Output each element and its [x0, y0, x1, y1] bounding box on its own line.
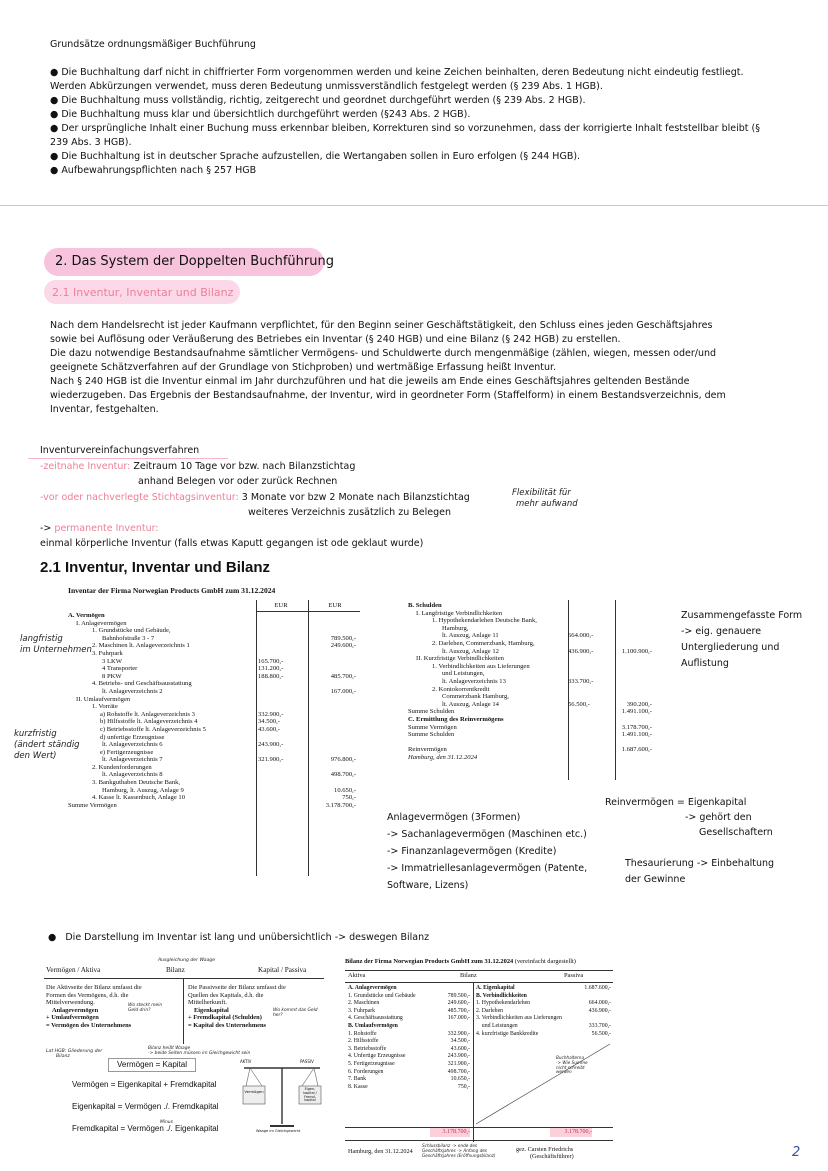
table-row — [68, 802, 358, 810]
table-row — [68, 794, 358, 802]
item-label: 2. Darlehen — [476, 1007, 504, 1014]
row-value-a: 436.900,- — [568, 647, 594, 655]
row-label: 2. Kundenforderungen — [92, 763, 152, 771]
item-label: A. Anlagevermögen — [348, 985, 397, 991]
row-label: 3 LKW — [102, 657, 122, 665]
row-label: Bahnhofstraße 3 - 7 — [102, 634, 155, 642]
section1-bullets — [50, 66, 790, 178]
item-value: 485.700,- — [447, 1007, 470, 1014]
bullet-item: Werden Abkürzungen verwendet, muss deren Bedeutung unmissverständlich festgelegt werden (§ 239 Abs. 1 HGB). — [50, 81, 603, 92]
paragraph-line: Nach § 240 HGB ist die Inventur einmal im Jahr durchzuführen und hat die jeweils am Ende eines Geschäftsjahres geltenden Bestände — [50, 376, 690, 387]
row-label: c) Betriebsstoffe lt. Anlageverzeichnis 5 — [100, 725, 206, 733]
table-row — [408, 708, 663, 716]
table-row — [68, 726, 358, 734]
row-value-b: 1.100.900,- — [621, 647, 652, 655]
paragraph-line: Die dazu notwendige Bestandsaufnahme sämtlicher Vermögens- und Schuldwerte durch mengenmäßige (zählen, wiegen, messen oder/und — [50, 348, 717, 359]
table-row — [408, 739, 663, 747]
table-row — [68, 688, 358, 696]
item-label: 4. Unfertige Erzeugnisse — [348, 1053, 406, 1060]
row-value-b: 1.491.100,- — [621, 708, 652, 716]
bilanz-place: Hamburg, den 31.12.2024 — [348, 1148, 413, 1155]
bilanz-h-bilanz: Bilanz — [460, 972, 477, 979]
item-label: 1. Grundstücke und Gebäude — [348, 992, 416, 999]
item-value: 167.000,- — [447, 1015, 470, 1022]
table-row — [68, 734, 358, 742]
bilanz-h-mid: Bilanz — [166, 966, 185, 974]
table-row — [68, 650, 358, 658]
t-account-line — [44, 978, 324, 979]
row-label: Summe Schulden — [408, 731, 455, 739]
section-divider — [0, 205, 828, 206]
item-value: 43.600,- — [450, 1045, 470, 1052]
table-row — [408, 746, 663, 754]
table-row — [68, 673, 358, 681]
row-value-a: 333.700,- — [568, 677, 594, 685]
table-row — [408, 678, 663, 686]
row-value-b: 249.600,- — [330, 642, 356, 650]
row-label: lt. Auszug, Anlage 11 — [442, 632, 499, 640]
paragraph-line: geeignete Schätzverfahren auf der Grundlage von Stichproben) und wertmäßige Erfassung heißt Inventur. — [50, 362, 557, 373]
row-label: b) Hilfsstoffe lt. Anlageverzeichnis 4 — [100, 718, 198, 726]
bullet-item: ● Die Buchhaltung darf nicht in chiffrierter Form vorgenommen werden und keine Zeichen beinhalten, deren Bedeutung nicht eindeutig festliegt. — [50, 67, 744, 78]
formula-2: Eigenkapital = Vermögen ./. Fremdkapital — [72, 1102, 219, 1111]
row-label: e) Fertigerzeugnisse — [100, 748, 154, 756]
row-label: d) unfertige Erzeugnisse — [100, 733, 165, 741]
scale-label-left: AKTIV — [240, 1059, 252, 1064]
item-label: 1. Rohstoffe — [348, 1030, 377, 1037]
row-label: 1. Hypothekendarlehen Deutsche Bank, — [432, 617, 537, 625]
bilanz-sum-aktiva: 3.178.700,- — [430, 1128, 470, 1137]
col-header-eur-2: EUR — [328, 602, 342, 609]
row-value-a: 664.000,- — [568, 632, 594, 640]
table-row — [68, 741, 358, 749]
row-value-b: 10.650,- — [334, 786, 356, 794]
bullet-item: ● Aufbewahrungspflichten nach § 257 HGB — [50, 165, 257, 176]
formula-3: Fremdkapital = Vermögen ./. Eigenkapital — [72, 1124, 219, 1133]
item-value: 750,- — [457, 1083, 470, 1090]
row-label: Hamburg, — [442, 624, 469, 632]
scale-pan-right-label: Eigen- kapital / Fremd- kapital — [303, 1087, 317, 1103]
item-value: 321.900,- — [447, 1060, 470, 1067]
row-value-a: 131.200,- — [258, 665, 284, 673]
table-row — [408, 648, 663, 656]
paragraph-line: Inventar, festgehalten. — [50, 404, 159, 415]
table-row — [68, 658, 358, 666]
table-row — [408, 754, 663, 762]
table-row — [408, 655, 663, 663]
t-account-line — [183, 978, 184, 1044]
verfahren-item-2b: weiteres Verzeichnis zusätzlich zu Belegen — [248, 507, 451, 518]
row-label: 3. Bankguthaben Deutsche Bank, — [92, 779, 181, 787]
row-label: II. Umlaufvermögen — [76, 695, 131, 703]
item-value: 332.900,- — [447, 1030, 470, 1037]
item-value: 10.650,- — [450, 1076, 470, 1083]
row-label: 1. Vorräte — [92, 703, 118, 711]
row-label: Reinvermögen — [408, 746, 447, 754]
item-value: 498.700,- — [447, 1068, 470, 1075]
item-value: 333.700,- — [588, 1022, 611, 1029]
item-label: B. Umlaufvermögen — [348, 1022, 398, 1029]
list-item — [348, 1000, 470, 1008]
row-value-a: 34.500,- — [258, 718, 280, 726]
bilanz-rule — [345, 1140, 613, 1141]
note-anlagevermoegen: Anlagevermögen (3Formen) -> Sachanlagevermögen (Maschinen etc.) -> Finanzanlagevermögen (Kredite) -> Immatriellesanlagevermögen (Patente, Software, Lizens) — [387, 812, 588, 891]
row-label: A. Vermögen — [68, 612, 105, 619]
verfahren-underline — [28, 458, 228, 459]
row-value-a: 188.800,- — [258, 672, 284, 680]
item-label: B. Verbindlichkeiten — [476, 992, 527, 999]
table-row — [68, 749, 358, 757]
table-row — [408, 716, 663, 724]
paragraph-line: Nach dem Handelsrecht ist jeder Kaufmann verpflichtet, für den Beginn seiner Geschäftstätigkeit, den Schluss eines jeden Geschäftsjahres — [50, 320, 713, 331]
table-row — [68, 620, 358, 628]
bilanz-aktiva-list — [348, 985, 470, 1091]
item-label: 3. Fuhrpark — [348, 1007, 376, 1014]
row-label: Summe Vermögen — [68, 801, 117, 809]
row-label: Hamburg, den 31.12.2024 — [408, 753, 478, 761]
bilanz-signature: gez. Carsten Friedrichs (Geschäftsführer) — [516, 1146, 574, 1161]
row-value-b: 390.200,- — [626, 700, 652, 708]
list-item — [348, 1076, 470, 1084]
verfahren-item-1b: anhand Belegen vor oder zurück Rechnen — [138, 476, 338, 487]
list-item — [476, 1000, 611, 1008]
row-label: lt. Anlageverzeichnis 2 — [102, 687, 163, 695]
note-hgb: Lat HGB: Gliederung der Bilanz — [46, 1049, 103, 1059]
item-value: 436.900,- — [588, 1007, 611, 1014]
handwritten-note-flexibility: Flexibilität für mehr aufwand — [512, 488, 578, 509]
note-zusammengefasst: Zusammengefasste Form -> eig. genauere Untergliederung und Auflistung — [681, 610, 803, 669]
table-row — [68, 635, 358, 643]
list-item — [348, 1069, 470, 1077]
list-item — [476, 1015, 611, 1023]
item-label: A. Eigenkapital — [476, 985, 515, 991]
row-value-b: 3.178.700,- — [621, 723, 652, 731]
item-label: 3. Betriebsstoffe — [348, 1045, 387, 1052]
verfahren-item-3b: einmal körperliche Inventur (falls etwas Kaputt gegangen ist ode geklaut wurde) — [40, 538, 424, 549]
table-row — [408, 701, 663, 709]
passiva-description: Die Passivseite der Bilanz umfasst die Quellen des Kapitals, d.h. die Mittelherkunft. Eigenkapital + Fremdkapital (Schulden) = Kapital des Unternehmens — [188, 984, 286, 1029]
table-row — [408, 602, 663, 610]
item-value: 249.600,- — [447, 1000, 470, 1007]
table-row — [68, 642, 358, 650]
inventar-right-table — [408, 602, 663, 761]
table-row — [68, 696, 358, 704]
row-label: 2. Kontokorrentkredit — [432, 685, 490, 693]
row-label: Summe Vermögen — [408, 723, 457, 731]
page-number: 2 — [792, 1145, 801, 1160]
row-value-a: 56.500,- — [568, 700, 590, 708]
item-label: 3. Verbindlichkeiten aus Lieferungen — [476, 1015, 562, 1022]
section2-paragraph — [50, 319, 790, 417]
item-value: 664.000,- — [588, 1000, 611, 1007]
row-label: I. Langfristige Verbindlichkeiten — [416, 609, 503, 617]
row-label: Commerzbank Hamburg, — [442, 693, 509, 701]
item-label: 2. Hilfsstoffe — [348, 1038, 379, 1045]
row-label: 8 PKW — [102, 672, 122, 680]
note-wo-kommt: Wo kommt das Geld her? — [273, 1008, 318, 1018]
bilanz-h-passiva: Passiva — [564, 972, 584, 979]
list-item — [476, 993, 611, 1001]
table-row — [408, 625, 663, 633]
row-label: und Leistungen, — [442, 670, 485, 678]
row-label: 4. Betriebs- und Geschäftsausstattung — [92, 680, 192, 688]
item-label: 4. kurzfristige Bankkredite — [476, 1030, 539, 1037]
row-value-b: 3.178.700,- — [325, 801, 356, 809]
row-label: lt. Auszug, Anlage 14 — [442, 700, 499, 708]
verfahren-title: Inventurvereinfachungsverfahren — [40, 445, 200, 456]
bullet-item: 239 Abs. 3 HGB). — [50, 137, 132, 148]
table-row — [68, 718, 358, 726]
note-buchhalter: Buchhalterna -> Wie Summe nicht schreibt werden — [556, 1055, 588, 1075]
row-label: a) Rohstoffe lt. Anlageverzeichnis 3 — [100, 710, 195, 718]
verfahren-item-2: -vor oder nachverlegte Stichtagsinventur: 3 Monate vor bzw 2 Monate nach Bilanzstichtag — [40, 492, 470, 503]
col-header-eur-1: EUR — [274, 602, 288, 609]
table-row — [68, 680, 358, 688]
row-value-b: 485.700,- — [330, 672, 356, 680]
row-value-a: 43.600,- — [258, 725, 280, 733]
table-row — [408, 731, 663, 739]
row-label: I. Anlagevermögen — [76, 619, 127, 627]
bilanz-diagonal — [476, 1040, 612, 1126]
bilanz-passiva-list — [476, 985, 611, 1038]
table-row — [68, 665, 358, 673]
row-value-b: 750,- — [342, 794, 356, 802]
row-value-b: 1.491.100,- — [621, 731, 652, 739]
table-row — [408, 610, 663, 618]
inventar-table-title: Inventar der Firma Norwegian Products GmbH zum 31.12.2024 — [68, 586, 276, 595]
inventar-big-title: 2.1 Inventur, Inventar und Bilanz — [40, 559, 271, 576]
table-row — [408, 693, 663, 701]
row-value-a: 165.700,- — [258, 657, 284, 665]
row-label: lt. Anlageverzeichnis 8 — [102, 771, 163, 779]
list-item — [348, 1061, 470, 1069]
formula-1: Vermögen = Eigenkapital + Fremdkapital — [72, 1080, 217, 1089]
row-label: lt. Auszug, Anlage 12 — [442, 647, 499, 655]
bilanz-rule — [345, 982, 613, 983]
row-value-a: 243.900,- — [258, 741, 284, 749]
row-label: 4 Transporter — [102, 665, 138, 673]
row-label: 1. Verbindlichkeiten aus Lieferungen — [432, 662, 530, 670]
list-item — [348, 985, 470, 993]
note-reinvermoegen: Reinvermögen = Eigenkapital -> gehört den Gesellschaftern — [605, 797, 773, 838]
table-row — [68, 627, 358, 635]
row-label: 3. Fuhrpark — [92, 649, 123, 657]
bilanz-table-title: Bilanz der Firma Norwegian Products GmbH zum 31.12.2024 (vereinfacht dargestellt) — [345, 958, 576, 965]
table-row — [68, 771, 358, 779]
row-label: lt. Anlageverzeichnis 6 — [102, 741, 163, 749]
table-row — [408, 686, 663, 694]
item-label: 7. Bank — [348, 1076, 367, 1083]
bullet-item: ● Die Buchhaltung muss klar und übersichtlich durchgeführt werden (§243 Abs. 2 HGB). — [50, 109, 471, 120]
note-wo-steckt: Wo steckt mein Geld drin? — [128, 1003, 163, 1013]
row-label: Summe Schulden — [408, 708, 455, 716]
row-label: C. Ermittlung des Reinvermögens — [408, 715, 504, 723]
scale-label-right: PASSIV — [300, 1059, 314, 1064]
section2-subheading: 2.1 Inventur, Inventar und Bilanz — [52, 286, 234, 299]
row-value-b: 789.500,- — [330, 634, 356, 642]
list-item — [476, 1023, 611, 1031]
row-value-a: 321.900,- — [258, 756, 284, 764]
list-item — [348, 993, 470, 1001]
table-row — [408, 670, 663, 678]
item-label: 4. Geschäftsausstattung — [348, 1015, 403, 1022]
note-schlussbilanz: Schlussbilanz -> ende des Geschäftsjahres -> Anfang des Geschäftsjahres (Eröffnungsbilanz) — [422, 1143, 496, 1158]
row-label: 1. Grundstücke und Gebäude, — [92, 627, 171, 635]
paragraph-line: wiederzugeben. Das Ergebnis der Bestandsaufnahme, der Inventur, wird in geordneter Form (Staffelform) in einem Bestandsverzeichnis, dem — [50, 390, 726, 401]
bilanz-sum-passiva: 3.178.700,- — [550, 1128, 592, 1137]
table-row — [68, 612, 358, 620]
bilanz-mid-note: Ausgleichung der Waage — [158, 958, 216, 963]
bullet-item: ● Die Buchhaltung muss vollständig, richtig, zeitgerecht und geordnet durchgeführt werden (§ 239 Abs. 2 HGB). — [50, 95, 586, 106]
item-value: 34.500,- — [450, 1038, 470, 1045]
scale-caption: Waage im Gleichgewicht — [256, 1129, 301, 1133]
table-row — [68, 764, 358, 772]
row-label: lt. Anlageverzeichnis 13 — [442, 677, 506, 685]
item-value: 1.687.600,- — [584, 985, 611, 991]
row-label: 2. Darlehen, Commerzbank, Hamburg, — [432, 639, 535, 647]
item-value: 56.500,- — [591, 1030, 611, 1037]
row-label: Hamburg, lt. Auszug, Anlage 9 — [102, 786, 184, 794]
item-value: 789.500,- — [447, 992, 470, 999]
note-langfristig: langfristig im Unternehmen — [20, 634, 92, 655]
scale-pan-left-label: Vermögen — [244, 1089, 264, 1094]
row-value-b: 498.700,- — [330, 771, 356, 779]
table-row — [68, 711, 358, 719]
section2-heading: 2. Das System der Doppelten Buchführung — [55, 254, 334, 269]
aktiva-description: Die Aktivseite der Bilanz umfasst die Formen des Vermögens, d.h. die Mittelverwendung. Anlagevermögen + Umlaufvermögen = Vermögen des Unternehmens — [46, 984, 142, 1029]
list-item — [476, 1031, 611, 1039]
section1-title: Grundsätze ordnungsmäßiger Buchführung — [50, 39, 256, 50]
list-item — [348, 1023, 470, 1031]
paragraph-line: sowie bei Auflösung oder Veräußerung des Betriebes ein Inventar (§ 240 HGB) und eine Bilanz (§ 242 HGB) zu erstellen. — [50, 334, 621, 345]
item-label: 6. Forderungen — [348, 1068, 384, 1075]
note-thesaurierung: Thesaurierung -> Einbehaltung der Gewinne — [625, 858, 775, 885]
bilanz-h-right: Kapital / Passiva — [258, 966, 307, 974]
row-value-a: 332.900,- — [258, 710, 284, 718]
bilanz-h-aktiva: Aktiva — [348, 972, 366, 979]
bilanz-bullet: ● Die Darstellung im Inventar ist lang und unübersichtlich -> deswegen Bilanz — [48, 932, 430, 943]
table-row — [408, 724, 663, 732]
table-row — [68, 756, 358, 764]
formula-box: Vermögen = Kapital — [108, 1058, 196, 1072]
row-value-b: 167.000,- — [330, 687, 356, 695]
row-label: 4. Kasse lt. Kassenbuch, Anlage 10 — [92, 794, 186, 802]
item-label: und Leistungen — [476, 1022, 518, 1029]
item-label: 1. Hypothekendarlehen — [476, 1000, 531, 1007]
table-row — [68, 787, 358, 795]
row-value-b: 976.800,- — [330, 756, 356, 764]
item-label: 8. Kasse — [348, 1083, 368, 1090]
row-label: lt. Anlageverzeichnis 7 — [102, 756, 163, 764]
table-row — [408, 640, 663, 648]
list-item — [348, 1053, 470, 1061]
table-row — [68, 703, 358, 711]
list-item — [348, 1015, 470, 1023]
inventar-left-table — [68, 612, 358, 809]
bullet-item: ● Die Buchhaltung ist in deutscher Sprache aufzustellen, die Wertangaben sollen in Euro erfolgen (§ 244 HGB). — [50, 151, 581, 162]
note-waage: Bilanz heißt Waage -> beide Seiten müssen im Gleichgewicht sein — [148, 1046, 251, 1056]
bullet-item: ● Der ursprüngliche Inhalt einer Buchung muss erkennbar bleiben, Korrekturen sind so vorzunehmen, dass der korrigierte Inhalt feststellbar bleibt (§ — [50, 123, 760, 134]
table-row — [408, 663, 663, 671]
row-label: B. Schulden — [408, 602, 442, 609]
note-kurzfristig: kurzfristig (ändert ständig den Wert) — [14, 729, 80, 761]
item-label: 2. Maschinen — [348, 1000, 380, 1007]
bilanz-h-left: Vermögen / Aktiva — [46, 966, 101, 974]
verfahren-item-3: -> permanente Inventur: — [40, 523, 159, 534]
item-value: 243.900,- — [447, 1053, 470, 1060]
list-item — [476, 985, 611, 993]
table-row — [408, 617, 663, 625]
bilanz-rule — [473, 982, 474, 1142]
list-item — [348, 1038, 470, 1046]
table-row — [68, 779, 358, 787]
note-minus: Minus — [160, 1120, 173, 1125]
row-label: 2. Maschinen lt. Anlageverzeichnis 1 — [92, 642, 190, 650]
verfahren-item-1: -zeitnahe Inventur: Zeitraum 10 Tage vor bzw. nach Bilanzstichtag — [40, 461, 356, 472]
list-item — [348, 1084, 470, 1092]
item-label: 5. Fertigerzeugnisse — [348, 1060, 395, 1067]
row-value-b: 1.687.600,- — [621, 746, 652, 754]
row-label: II. Kurzfristige Verbindlichkeiten — [416, 655, 504, 663]
table-row — [408, 632, 663, 640]
